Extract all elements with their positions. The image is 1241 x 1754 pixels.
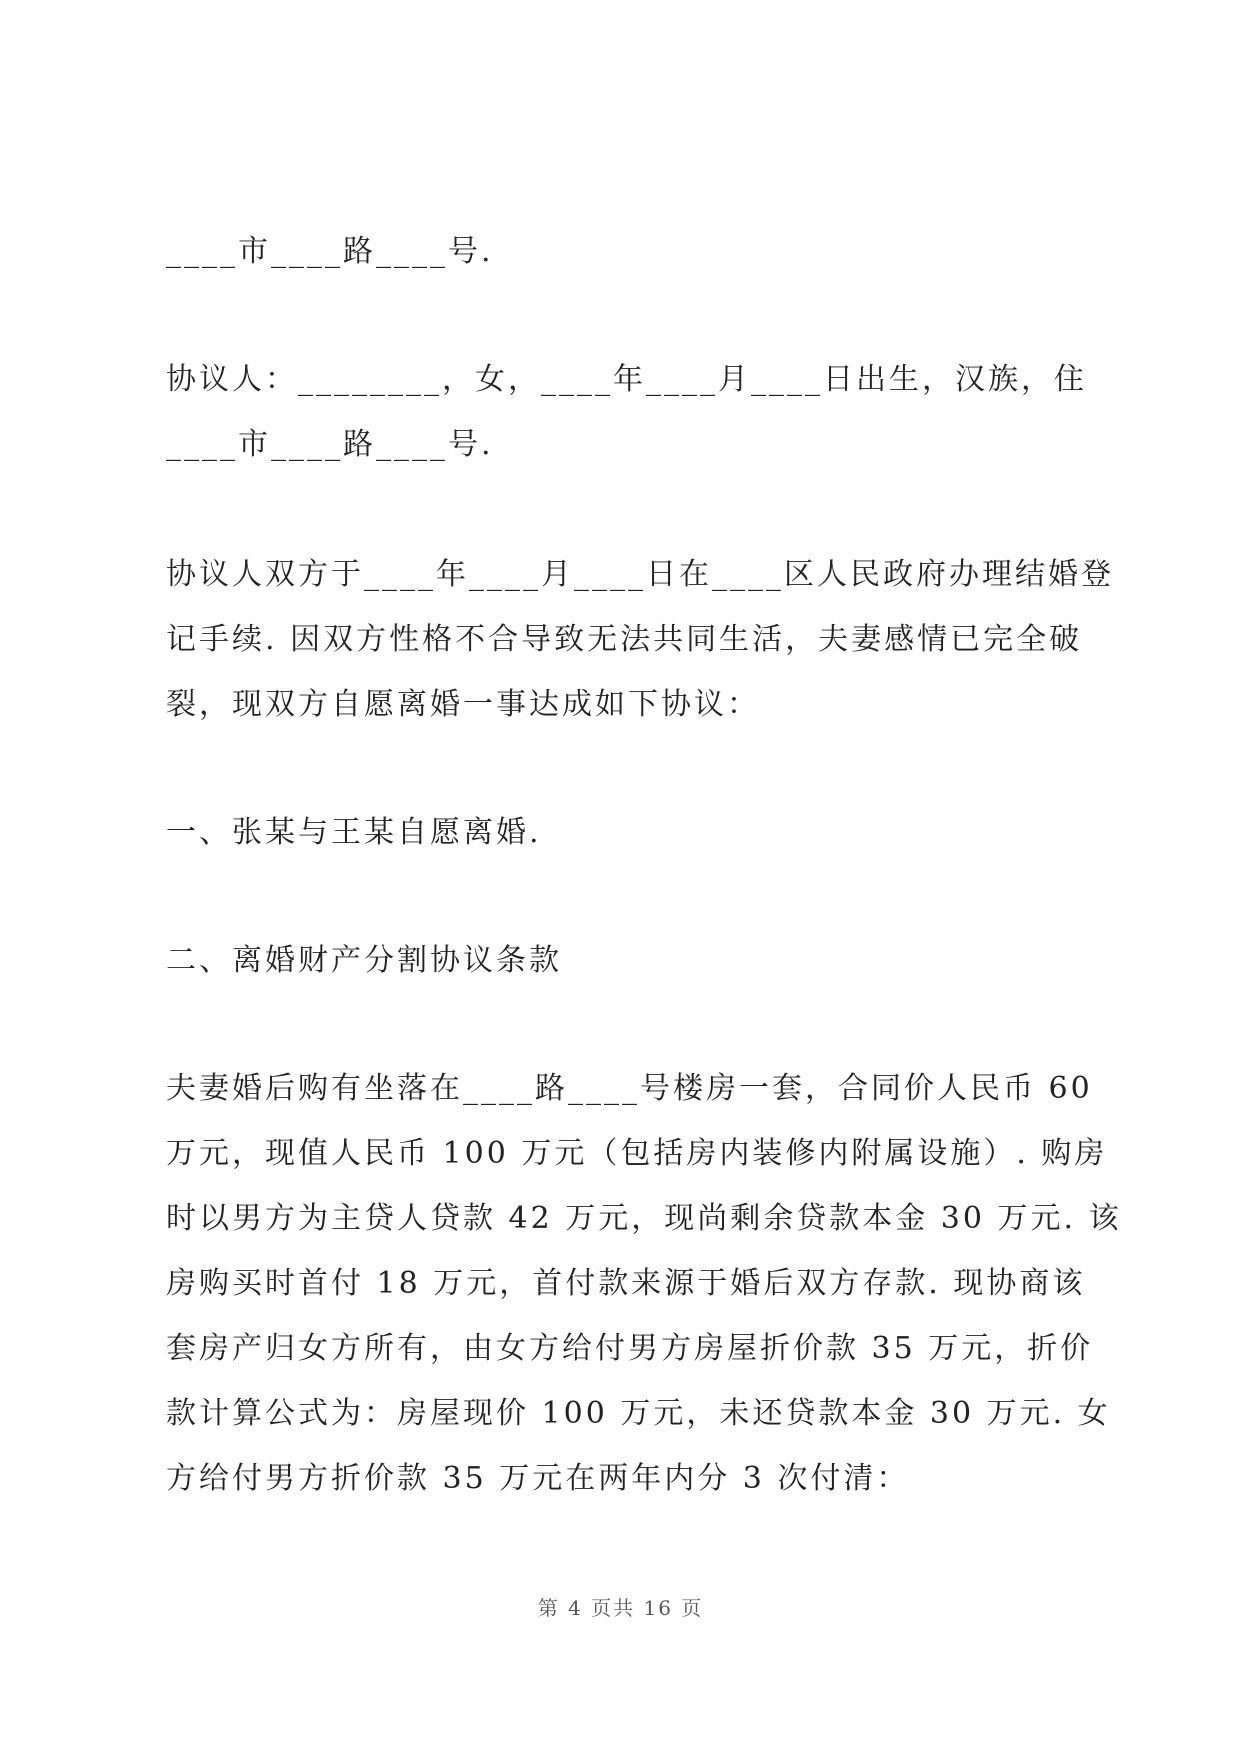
paragraph-intro-line-1: 协议人双方于____年____月____日在____区人民政府办理结婚登 — [166, 557, 1114, 592]
property-paragraph-line-2: 万元，现值人民币 100 万元（包括房内装修内附属设施）. 购房 — [166, 1136, 1108, 1171]
paragraph-intro-line-3: 裂，现双方自愿离婚一事达成如下协议： — [166, 687, 760, 722]
paragraph-intro-line-2: 记手续. 因双方性格不合导致无法共同生活，夫妻感情已完全破 — [166, 622, 1083, 657]
address-line-2: ____市____路____号. — [166, 427, 494, 462]
property-paragraph-line-1: 夫妻婚后购有坐落在____路____号楼房一套，合同价人民币 60 — [166, 1071, 1093, 1106]
party-2-line: 协议人：________，女，____年____月____日出生，汉族，住 — [166, 362, 1087, 397]
property-paragraph-line-7: 方给付男方折价款 35 万元在两年内分 3 次付清： — [166, 1461, 910, 1496]
property-paragraph-line-6: 款计算公式为：房屋现价 100 万元，未还贷款本金 30 万元. 女 — [166, 1396, 1111, 1431]
address-line-1: ____市____路____号. — [166, 234, 494, 269]
clause-1: 一、张某与王某自愿离婚. — [166, 815, 542, 850]
property-paragraph-line-4: 房购买时首付 18 万元，首付款来源于婚后双方存款. 现协商该 — [166, 1266, 1086, 1301]
clause-2-heading: 二、离婚财产分割协议条款 — [166, 943, 562, 978]
property-paragraph-line-5: 套房产归女方所有，由女方给付男方房屋折价款 35 万元，折价 — [166, 1331, 1094, 1366]
page-number-footer: 第 4 页共 16 页 — [537, 1596, 704, 1620]
property-paragraph-line-3: 时以男方为主贷人贷款 42 万元，现尚剩余贷款本金 30 万元. 该 — [166, 1201, 1122, 1236]
